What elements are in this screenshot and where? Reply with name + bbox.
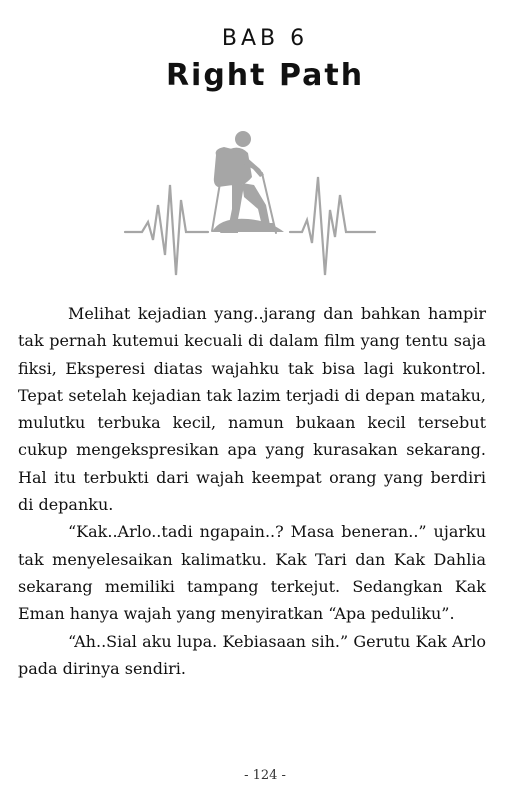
chapter-number: BAB 6 (221, 26, 309, 51)
paragraph: Melihat kejadian yang..jarang dan bahkan hampir tak pernah kutemui kecuali di dalam film yang tentu saja fiksi, Eksperesi diatas wajahku tak bisa lagi kukontrol. Tepat setelah kejadian tak lazim terjadi di depan mataku, mulutku terbuka kecil, namun bukaan kecil tersebut cukup mengekspresikan apa yang kurasakan sekarang. Hal itu terbukti dari wajah keempat orang yang berdiri di depanku. (18, 304, 486, 515)
chapter-title: Right Path (165, 58, 365, 93)
page-number: - 124 - (244, 768, 286, 783)
hiker-heartbeat-icon (120, 125, 380, 285)
paragraph: “Ah..Sial aku lupa. Kebiasaan sih.” Gerutu Kak Arlo pada dirinya sendiri. (18, 631, 486, 678)
paragraph: “Kak..Arlo..tadi ngapain..? Masa beneran..” ujarku tak menyelesaikan kalimatku. Kak Tari dan Kak Dahlia sekarang memiliki tampang terkejut. Sedangkan Kak Eman hanya wajah yang menyiratkan “Apa peduliku”. (18, 522, 486, 624)
chapter-body (18, 300, 486, 682)
